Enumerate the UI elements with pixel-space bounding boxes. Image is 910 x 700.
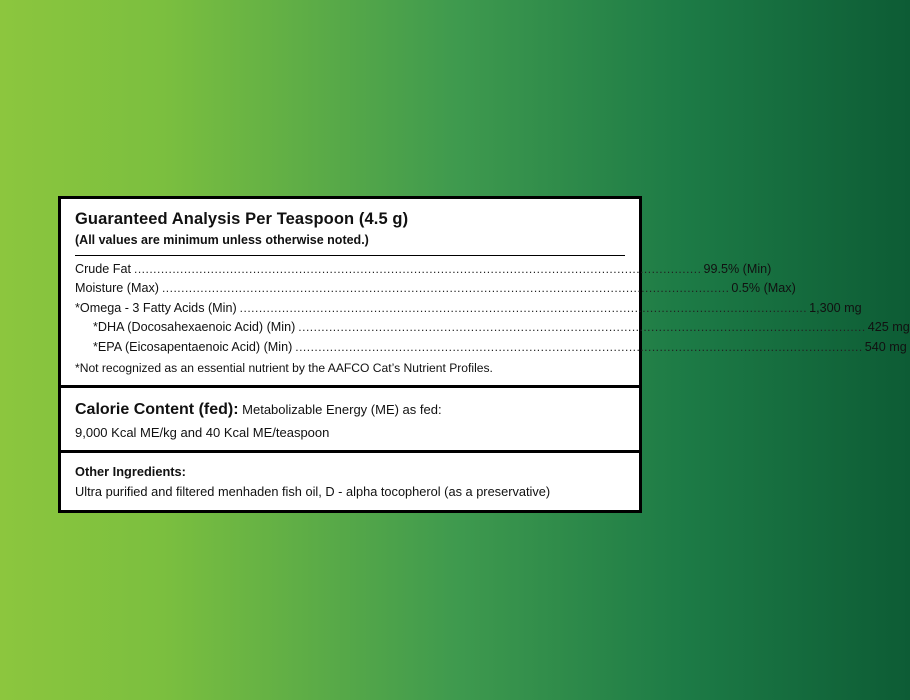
calorie-content-heading: Calorie Content (fed): (75, 401, 239, 419)
other-ingredients-section (61, 453, 639, 509)
guaranteed-analysis-title: Guaranteed Analysis Per Teaspoon (4.5 g) (75, 210, 409, 228)
calorie-content-line (75, 398, 625, 421)
leader-dots: .................................................................................................................................................... (295, 339, 863, 354)
nutrient-row (75, 318, 910, 338)
nutrient-row (75, 338, 907, 358)
nutrient-row (75, 260, 772, 280)
nutrient-value: 99.5% (Min) (703, 261, 772, 276)
header-rule (75, 255, 625, 256)
leader-dots: .................................................................................................................................................... (298, 320, 866, 335)
nutrient-name: Crude Fat (75, 261, 131, 276)
nutrient-value: 425 mg (867, 320, 910, 335)
nutrient-name: *Omega - 3 Fatty Acids (Min) (75, 300, 237, 315)
leader-dots: .................................................................................................................................................... (239, 300, 808, 315)
nutrient-value: 0.5% (Max) (731, 281, 796, 296)
nutrient-name: *DHA (Docosahexaenoic Acid) (Min) (93, 320, 296, 335)
guaranteed-analysis-section (61, 199, 910, 385)
calorie-content-values: 9,000 Kcal ME/kg and 40 Kcal ME/teaspoon (75, 424, 330, 440)
nutrient-value: 540 mg (864, 339, 907, 354)
nutrient-value: 1,300 mg (809, 300, 862, 315)
nutrient-name: Moisture (Max) (75, 281, 159, 296)
guaranteed-analysis-subtitle: (All values are minimum unless otherwise noted.) (75, 232, 369, 247)
other-ingredients-heading: Other Ingredients: (75, 464, 186, 480)
nutrient-list (75, 260, 910, 358)
leader-dots: .................................................................................................................................................... (161, 281, 730, 296)
leader-dots: .................................................................................................................................................... (134, 261, 702, 276)
nutrient-name: *EPA (Eicosapentaenoic Acid) (Min) (93, 339, 293, 354)
nutrient-row (75, 299, 862, 319)
other-ingredients-body: Ultra purified and filtered menhaden fish oil, D - alpha tocopherol (as a preservative) (75, 483, 551, 499)
aafco-footnote: *Not recognized as an essential nutrient by the AAFCO Cat’s Nutrient Profiles. (75, 361, 493, 376)
nutrition-panel (58, 196, 910, 513)
calorie-content-section (61, 388, 639, 450)
nutrient-row (75, 279, 796, 299)
calorie-content-rest: Metabolizable Energy (ME) as fed: (238, 402, 442, 418)
